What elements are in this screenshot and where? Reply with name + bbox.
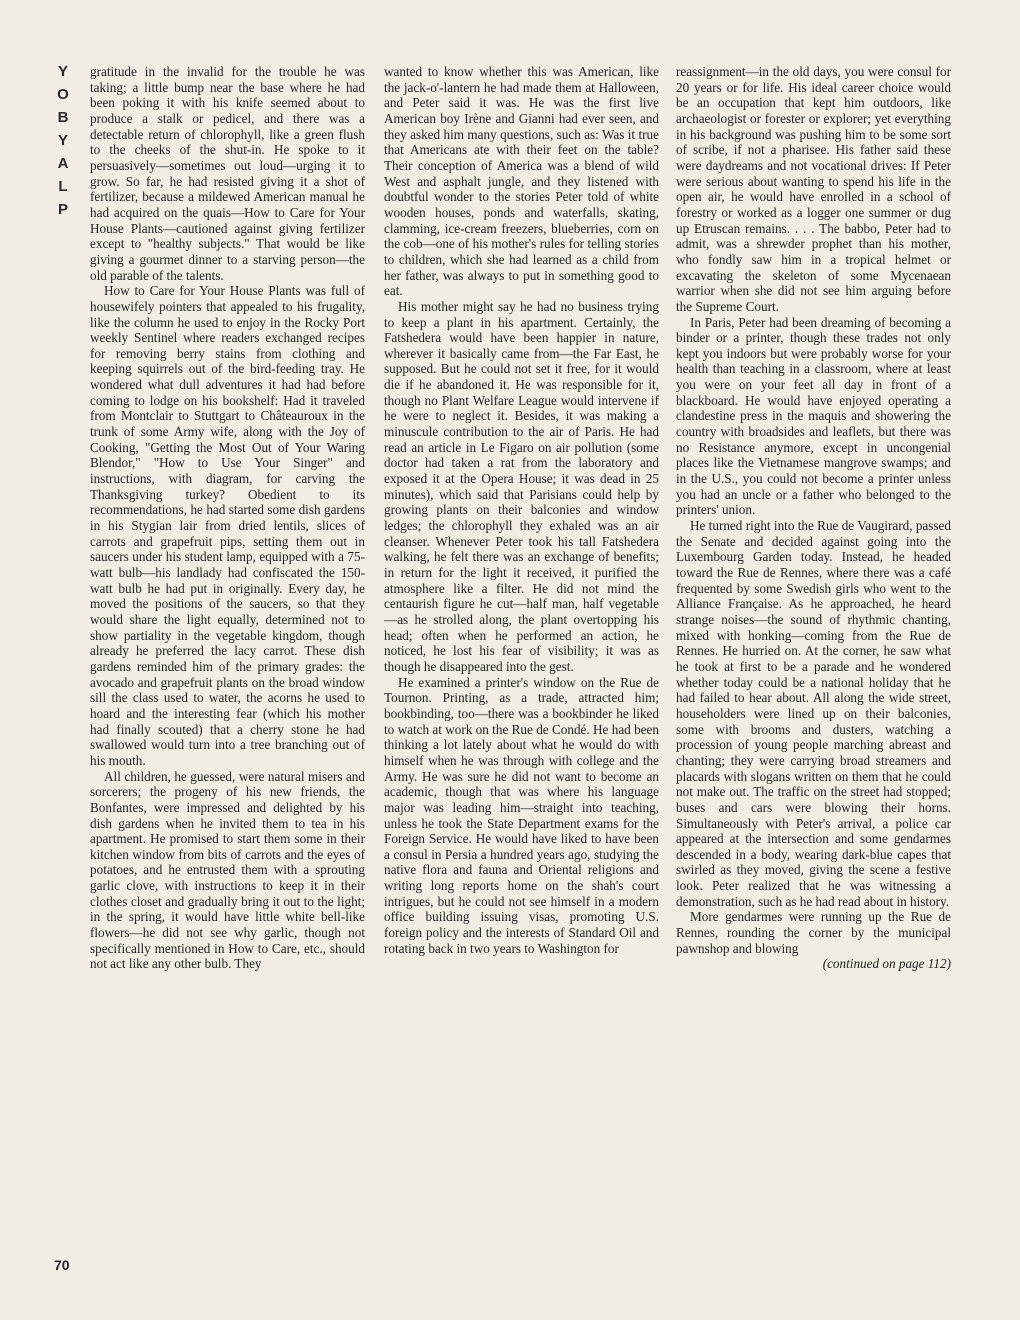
masthead-vertical bbox=[52, 60, 74, 221]
paragraph: He turned right into the Rue de Vaugirard, passed the Senate and decided against going into the Luxembourg Garden today. Instead, he headed toward the Rue de Rennes, where there was a café frequented by some Swedish girls who went to the Alliance Française. As he approached, he heard strange noises—the sound of rhythmic chanting, mixed with honking—coming from the Rue de Rennes. He hurried on. At the corner, he saw what he took at first to be a parade and he wondered whether today could be a national holiday that he had failed to hear about. All along the wide street, householders were lined up on their balconies, some with brooms and dusters, watching a procession of young people marching abreast and chanting; they were carrying broad streamers and placards with slogans written on them that he could not make out. The traffic on the street had stopped; buses and cars were blowing their horns. Simultaneously with Peter's arrival, a police car appeared at the intersection and some gendarmes descended in a body, wearing dark-blue capes that swirled as they moved, giving the scene a festive look. Peter realized that he was witnessing a demonstration, such as he had read about in history. bbox=[676, 518, 951, 909]
text-column-2 bbox=[384, 64, 659, 956]
continued-note: (continued on page 112) bbox=[822, 956, 951, 972]
paragraph: In Paris, Peter had been dreaming of becoming a binder or a printer, though these trades not only kept you indoors but were probably worse for your health than teaching in a classroom, where at least you were on your feet all day in front of a blackboard. He would have enjoyed operating a clandestine press in the maquis and showering the country with broadsides and leaflets, but there was no Resistance anymore, except in uncongenial places like the Vietnamese mangrove swamps; and in the U.S., you could not become a printer unless you had an uncle or a father who belonged to the printers' union. bbox=[676, 314, 951, 518]
masthead-letter: A bbox=[57, 155, 69, 172]
masthead-letter: O bbox=[57, 86, 69, 103]
paragraph: He examined a printer's window on the Rue de Tournon. Printing, as a trade, attracted him; bookbinding, too—there was a bookbinder he liked to watch at work on the Rue de Condé. He had been thinking a lot lately about what he would do with himself when he was through with college and the Army. He was sure he did not want to become an academic, though that was where his language major was leading him—straight into teaching, unless he took the State Department exams for the Foreign Service. He would have liked to have been a consul in Persia a hundred years ago, studying the native flora and fauna and Oriental religions and writing long reports home on the shah's court intrigues, but he could not see himself in a modern office building issuing visas, promoting U.S. foreign policy and the interests of Standard Oil and rotating back in two years to Washington for bbox=[384, 674, 659, 956]
paragraph: All children, he guessed, were natural misers and sorcerers; the progeny of his new friends, the Bonfantes, were impressed and delighted by his dish gardens when he invited them to tea in his apartment. He promised to start them some in their kitchen window from bits of carrots and the eyes of potatoes, and he entrusted them with a sprouting garlic clove, with instructions to keep it in their clothes closet and gradually bring it out to the light; in the spring, it would have little white bell-like flowers—he did not see why garlic, though not specifically mentioned in How to Care, etc., should not act like any other bulb. They bbox=[90, 768, 365, 972]
paragraph: How to Care for Your House Plants was full of housewifely pointers that appealed to his frugality, like the column he used to enjoy in the Rocky Port weekly Sentinel where readers exchanged recipes for removing berry stains from clothing and keeping squirrels out of the bird-feeding tray. He wondered what dull adventures it had had before coming to lodge on his bookshelf: Had it traveled from Montclair to Stuttgart to Châteauroux in the trunk of some Army wife, along with the Joy of Cooking, "Getting the Most Out of Your Waring Blendor," "How to Use Your Singer" and instructions, with diagram, for carving the Thanksgiving turkey? Obedient to its recommendations, he had started some dish gardens in his Stygian lair from dried lentils, slices of carrots and grapefruit pips, setting them out in saucers under his student lamp, equipped with a 75-watt bulb—his landlady had confiscated the 150-watt bulb he had put in originally. Every day, he moved the positions of the saucers, so that they would share the light equally, determined not to show partiality in the vegetable kingdom, though already he preferred the lacy carrot. These dish gardens reminded him of the primary grades: the avocado and grapefruit plants on the broad window sill the class used to water, the acorns he used to hoard and the interesting fear (which his mother had finally scouted) that a cherry stone he had swallowed would turn into a tree branching out of his mouth. bbox=[90, 283, 365, 768]
paragraph: His mother might say he had no business trying to keep a plant in his apartment. Certainly, the Fatshedera would have been happier in nature, wherever it basically came from—the Far East, he supposed. But he could not set it free, for it would die if he abandoned it. He was responsible for it, though no Plant Welfare League would intervene if he were to neglect it. Besides, it was making a minuscule contribution to the air of Paris. He had read an article in Le Figaro on air pollution (some doctor had taken a rat from the laboratory and exposed it at the Opera House; it was dead in 25 minutes), which said that Parisians could help by growing plants on their balconies and window ledges; the chlorophyll they exhaled was an air cleanser. Whenever Peter took his tall Fatshedera walking, he felt there was an exchange of benefits; in return for the light it received, it purified the atmosphere like a filter. He did not mind the centaurish figure he cut—half man, half vegetable—as he strolled along, the plant overtopping his head; often when he performed an action, he noticed, he lost his fear of visibility; it was as though he disappeared into the gest. bbox=[384, 298, 659, 674]
paragraph: reassignment—in the old days, you were consul for 20 years or for life. His ideal career choice would be an occupation that kept him outdoors, like archaeologist or forester or explorer; yet everything in his background was pushing him to be some sort of scribe, if not a pharisee. His father said these were daydreams and not vocational drives: If Peter were serious about wanting to spend his life in the open air, he would have enrolled in a school of forestry or worked as a logger one summer or dug up Etruscan remains. . . . The babbo, Peter had to admit, was a shrewder prophet than his mother, who fondly saw him in a tropical helmet or excavating the skeleton of some Mycenaean warrior when she did not see him arguing before the Supreme Court. bbox=[676, 64, 951, 314]
masthead-letter: L bbox=[58, 178, 68, 195]
text-column-1 bbox=[90, 64, 365, 972]
page-number: 70 bbox=[54, 1257, 70, 1273]
masthead-letter: B bbox=[57, 109, 69, 126]
masthead-letter: Y bbox=[57, 63, 68, 80]
paragraph: gratitude in the invalid for the trouble he was taking; a little bump near the base where he had been poking it with his knife seemed about to produce a stalk or pedicel, and there was a detectable return of chlorophyll, like a green flush to the cheeks of the shut-in. He spoke to it persuasively—sometimes out loud—urging it to grow. So far, he had resisted giving it a shot of fertilizer, because a mildewed American manual he had acquired on the quais—How to Care for Your House Plants—cautioned against giving fertilizer except to "healthy subjects." That would be like giving a gourmet dinner to a starving person—the old parable of the talents. bbox=[90, 64, 365, 283]
masthead-letter: P bbox=[57, 201, 68, 218]
masthead-letter: Y bbox=[57, 132, 68, 149]
text-column-3 bbox=[676, 64, 951, 972]
paragraph: wanted to know whether this was American, like the jack-o'-lantern he had made them at Halloween, and Peter said it was. He was the first live American boy Irène and Gianni had ever seen, and they asked him many questions, such as: Was it true that Americans ate with their feet on the table? Their conception of America was a blend of wild West and asphalt jungle, and they listened with doubtful wonder to the stories Peter told of white wooden houses, ponds and waterfalls, skating, clamming, ice-cream freezers, blueberries, corn on the cob—one of his mother's rules for telling stories to children, which she had learned as a child from her father, was always to put in something good to eat. bbox=[384, 64, 659, 299]
paragraph: More gendarmes were running up the Rue de Rennes, rounding the corner by the municipal pawnshop and blowing bbox=[676, 909, 951, 956]
